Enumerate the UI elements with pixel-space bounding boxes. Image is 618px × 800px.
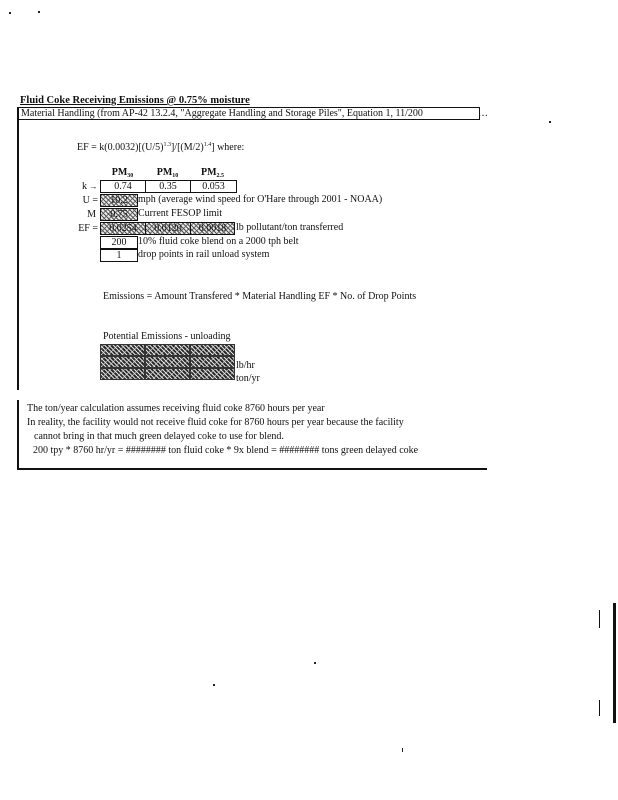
page-title: Fluid Coke Receiving Emissions @ 0.75% moisture	[20, 95, 250, 106]
unit-lb-hr: lb/hr	[236, 360, 255, 371]
ef-pm10: 0.0120	[145, 222, 191, 235]
u-value: 10.2	[100, 194, 138, 207]
source-reference: Material Handling (from AP-42 13.2.4, "Aggregate Handling and Storage Piles", Equation 1, 11/200	[17, 107, 480, 120]
ef-equation-exp1: 1.3	[163, 142, 171, 148]
unit-ton-yr: ton/yr	[236, 373, 260, 384]
drop-points-value: 1	[100, 249, 138, 262]
grid-cell	[145, 368, 190, 380]
u-label: U =	[82, 195, 98, 206]
k-values-row	[100, 180, 237, 193]
ef-pm30: 0.0254	[100, 222, 146, 235]
ef-pm25: 0.0018	[190, 222, 235, 235]
scan-speck	[213, 684, 215, 686]
scan-edge-mark	[599, 610, 600, 628]
k-pm30: 0.74	[101, 181, 146, 192]
scan-speck	[402, 748, 403, 752]
arrow-right-icon: →	[89, 182, 98, 191]
transfer-rate-value: 200	[100, 236, 138, 249]
m-description: Current FESOP limit	[138, 208, 223, 219]
pm30-header: $PM_{30}$	[111, 167, 134, 179]
pm25-header: $PM_{2.5}$	[200, 167, 225, 179]
grid-cell	[190, 368, 235, 380]
grid-cell	[190, 344, 235, 356]
scan-edge-mark	[613, 603, 616, 723]
k-pm10: 0.35	[146, 181, 191, 192]
transfer-rate-description: 10% fluid coke blend on a 2000 tph belt	[138, 236, 299, 247]
grid-cell	[190, 356, 235, 368]
potential-emissions-grid	[100, 344, 235, 380]
emissions-formula: Emissions = Amount Transfered * Material Handling EF * No. of Drop Points	[103, 291, 417, 302]
grid-cell	[145, 356, 190, 368]
ef-description: lb pollutant/ton transferred	[236, 222, 344, 233]
note-line-1: The ton/year calculation assumes receiving fluid coke 8760 hours per year	[27, 403, 325, 414]
ef-equation-lhs: EF = k(0.0032)[(U/5)	[77, 142, 164, 153]
ef-equation-exp2: 1.4	[203, 142, 212, 148]
scan-speck	[314, 662, 316, 664]
k-label: k →	[82, 181, 98, 192]
ef-equation	[77, 139, 244, 154]
k-pm25: 0.053	[202, 181, 225, 192]
ef-equation-tail: ] where:	[211, 142, 245, 153]
grid-cell	[100, 356, 145, 368]
u-description: mph (average wind speed for O'Hare through 2001 - NOAA)	[138, 194, 383, 205]
note-line-3: cannot bring in that much green delayed coke to use for blend.	[34, 431, 284, 442]
ef-equation-mid: ]/[(M/2)	[170, 142, 204, 153]
ef-label: EF =	[78, 223, 98, 234]
drop-points-description: drop points in rail unload system	[138, 249, 270, 260]
scan-speck	[38, 11, 40, 13]
scan-speck	[9, 12, 11, 14]
note-line-4: 200 tpy * 8760 hr/yr = ######## ton fluid coke * 9x blend = ######## tons green delayed coke	[33, 445, 419, 456]
scan-speck	[549, 121, 551, 123]
grid-cell	[100, 368, 145, 380]
m-label: M	[87, 209, 96, 220]
grid-cell	[145, 344, 190, 356]
note-line-2: In reality, the facility would not receive fluid coke for 8760 hours per year because the facility	[27, 417, 404, 428]
grid-cell	[100, 344, 145, 356]
potential-emissions-header: Potential Emissions - unloading	[103, 331, 231, 342]
m-value: 0.75	[100, 208, 138, 221]
overflow-indicator: …	[478, 108, 488, 119]
pm10-header: $PM_{10}$	[156, 167, 179, 179]
scan-edge-mark	[599, 700, 600, 716]
